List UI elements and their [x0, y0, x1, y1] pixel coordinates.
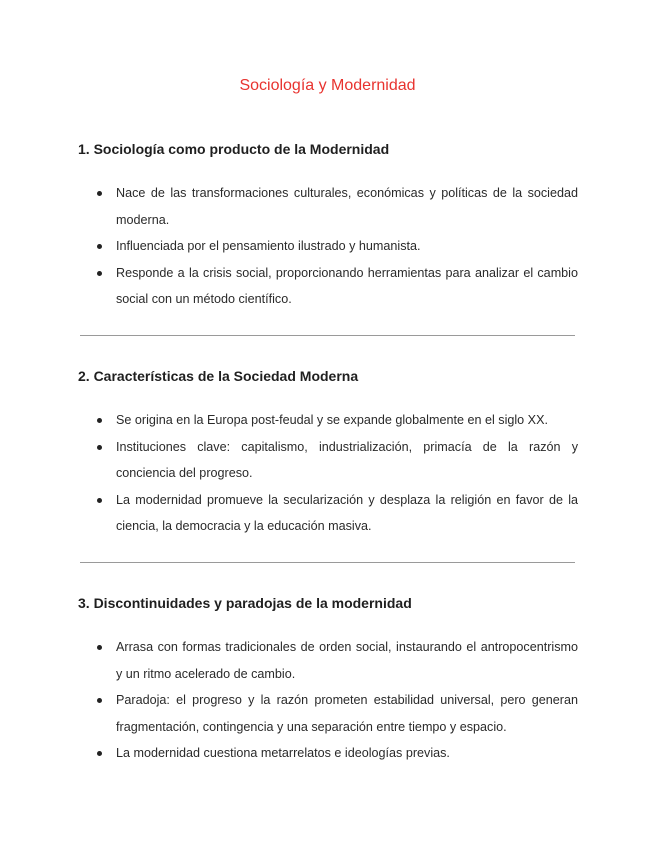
section-heading: 2. Características de la Sociedad Moderna [78, 368, 359, 384]
bullet-list [78, 407, 578, 540]
list-item-text: Se origina en la Europa post-feudal y se expande globalmente en el siglo XX. [116, 413, 548, 427]
list-item [78, 407, 578, 434]
list-item [78, 180, 578, 233]
bullet-icon [97, 751, 102, 756]
list-item [78, 740, 578, 767]
section-caracteristicas [78, 367, 578, 540]
bullet-list [78, 634, 578, 767]
section-heading: 3. Discontinuidades y paradojas de la modernidad [78, 595, 412, 611]
list-item [78, 687, 578, 740]
section-heading: 1. Sociología como producto de la Modernidad [78, 141, 390, 157]
list-item [78, 233, 578, 260]
bullet-icon [97, 244, 102, 249]
list-item-text: Instituciones clave: capitalismo, industrialización, primacía de la razón y conciencia del progreso. [116, 439, 578, 480]
list-item [78, 434, 578, 487]
list-item [78, 487, 578, 540]
bullet-icon [97, 271, 102, 276]
section-discontinuidades [78, 594, 578, 767]
bullet-list [78, 180, 578, 313]
list-item-text: La modernidad cuestiona metarrelatos e ideologías previas. [116, 746, 450, 760]
section-divider [80, 562, 575, 563]
list-item-text: Influenciada por el pensamiento ilustrado y humanista. [116, 239, 421, 253]
list-item-text: Paradoja: el progreso y la razón prometen estabilidad universal, pero generan fragmentación, contingencia y una separación entre tiempo y espacio. [116, 693, 578, 734]
document-title: Sociología y Modernidad [239, 77, 416, 94]
bullet-icon [97, 191, 102, 196]
section-sociologia-modernidad [78, 140, 578, 313]
bullet-icon [97, 418, 102, 423]
bullet-icon [97, 445, 102, 450]
bullet-icon [97, 498, 102, 503]
list-item [78, 260, 578, 313]
list-item-text: Nace de las transformaciones culturales, económicas y políticas de la sociedad moderna. [116, 186, 578, 227]
list-item-text: Responde a la crisis social, proporcionando herramientas para analizar el cambio social con un método científico. [116, 265, 578, 306]
list-item-text: La modernidad promueve la secularización y desplaza la religión en favor de la ciencia, la democracia y la educación masiva. [116, 492, 578, 533]
section-divider [80, 335, 575, 336]
bullet-icon [97, 645, 102, 650]
bullet-icon [97, 698, 102, 703]
list-item-text: Arrasa con formas tradicionales de orden social, instaurando el antropocentrismo y un ritmo acelerado de cambio. [116, 640, 578, 681]
list-item [78, 634, 578, 687]
